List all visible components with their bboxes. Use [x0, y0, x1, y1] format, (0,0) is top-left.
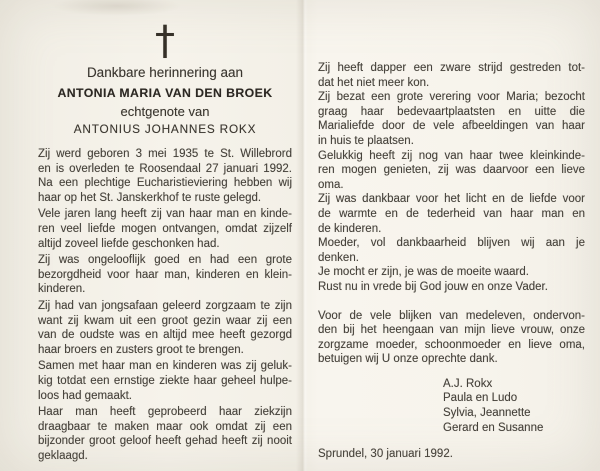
text-line: haar op het St. Janskerkhof te ruste gelegd. — [38, 191, 262, 204]
left-page-body — [38, 147, 292, 463]
text-line: Gelukkig heeft zij nog van haar twee kleinkinde- — [318, 149, 585, 162]
left-page — [38, 0, 292, 463]
text-line: Gerard en Susanne — [443, 421, 544, 434]
paragraph — [318, 265, 585, 280]
intro-line: Dankbare herinnering aan — [86, 65, 244, 80]
place-date: Sprundel, 30 januari 1992. — [318, 448, 453, 461]
text-line: zorgzame moeder, schoonmoeder en lieve oma, — [318, 338, 585, 351]
text-line: Samen met haar man en kinderen was zij geluk- — [38, 360, 292, 373]
text-line: want zij kwam uit een groot gezin waar zij een — [38, 314, 292, 327]
text-line: Sylvia, Jeannette — [443, 407, 531, 420]
text-line: dat het niet meer kon. — [318, 76, 430, 89]
text-line: Rust nu in vrede bij God jouw en onze Vader. — [318, 280, 548, 293]
paragraph — [38, 299, 292, 357]
text-line: betuigen wij U onze oprechte dank. — [318, 353, 498, 366]
text-line: loos had gemaakt. — [38, 389, 132, 402]
text-line: altijd zoveel liefde geschonken had. — [38, 237, 220, 250]
paragraph — [318, 280, 585, 295]
text-line: A.J. Rokx — [443, 377, 493, 390]
paragraph — [318, 90, 585, 148]
relation-line: echtgenote van — [120, 104, 210, 119]
text-line: Zij heeft dapper een zware strijd gestreden tot- — [318, 62, 585, 74]
text-line: denken. — [318, 251, 359, 264]
text-line: oma. — [318, 178, 344, 191]
text-line: ren veel liefde mogen ontvangen, omdat zijzelf — [38, 222, 292, 235]
text-line: Zij had van jongsafaan geleerd zorgzaam te zijn — [38, 299, 292, 312]
text-line: de kinderen. — [318, 222, 382, 235]
text-line: kig totdat een ernstige ziekte haar geheel hulpe- — [38, 374, 292, 387]
text-line: Zij was dankbaar voor het licht en de liefde voor — [318, 193, 585, 206]
paragraph — [318, 149, 585, 193]
text-line: Marialiefde door de vele afbeeldingen van haar — [318, 120, 585, 133]
text-line: bijzonder groot geloof heeft gehad heeft zij nooit — [38, 435, 292, 448]
text-line: Vele jaren lang heeft zij van haar man en kinde- — [38, 208, 292, 221]
text-line: Moeder, vol dankbaarheid blijven wij aan je — [318, 237, 585, 250]
text-line: bezorgdheid voor haar man, kinderen en klein- — [38, 268, 292, 281]
text-line: Zij bezat een grote verering voor Maria; bezocht — [318, 91, 585, 104]
cross-icon: † — [155, 18, 175, 64]
text-line: kinderen. — [38, 283, 86, 296]
text-line: graag haar bedevaartplaatsten en uitte die — [318, 105, 585, 118]
deceased-name: ANTONIA MARIA VAN DEN BROEK — [57, 86, 273, 100]
text-line: Je mocht er zijn, je was de moeite waard. — [318, 266, 529, 279]
text-line: ren mogen genieten, zij was daarvoor een lieve — [318, 164, 585, 177]
paragraph — [38, 359, 292, 403]
fold-seam — [296, 0, 308, 471]
paragraph — [38, 253, 292, 297]
text-line: Na een plechtige Eucharistieviering hebben wij — [38, 177, 292, 190]
text-line: Haar man heeft geprobeerd haar ziekzijn — [38, 406, 292, 419]
text-line: den bij het heengaan van mijn lieve vrouw, onze — [318, 324, 585, 337]
text-line: in huis te plaatsen. — [318, 134, 414, 147]
text-line: Zij werd geboren 3 mei 1935 te St. Willebrord — [38, 148, 292, 160]
text-line: draagbaar te maken maar ook omdat zij een — [38, 420, 292, 433]
text-line: en is overleden te Roosendaal 27 januari 1992. — [38, 162, 292, 175]
paragraph — [318, 236, 585, 265]
paragraph — [38, 147, 292, 205]
signatories — [318, 377, 585, 435]
left-page-header — [38, 18, 292, 137]
text-line: haar broers en zusters groot te brengen. — [38, 343, 244, 356]
text-line: geklaagd. — [38, 449, 88, 462]
right-page — [318, 61, 585, 462]
text-line: de warmte en de tederheid van haar man en — [318, 207, 585, 220]
paragraph — [38, 405, 292, 463]
paragraph — [318, 61, 585, 90]
text-line: van de oudste was en altijd mee heeft gezorgd — [38, 329, 292, 342]
acknowledgement-paragraph — [318, 309, 585, 367]
paragraph — [318, 192, 585, 236]
text-line: Paula en Ludo — [443, 392, 518, 405]
text-line: Zij was ongelooflijk goed en had een grote — [38, 254, 292, 267]
text-line: Voor de vele blijken van medeleven, ondervon- — [318, 309, 585, 322]
spouse-name: ANTONIUS JOHANNES ROKX — [73, 122, 257, 136]
paragraph — [38, 207, 292, 251]
